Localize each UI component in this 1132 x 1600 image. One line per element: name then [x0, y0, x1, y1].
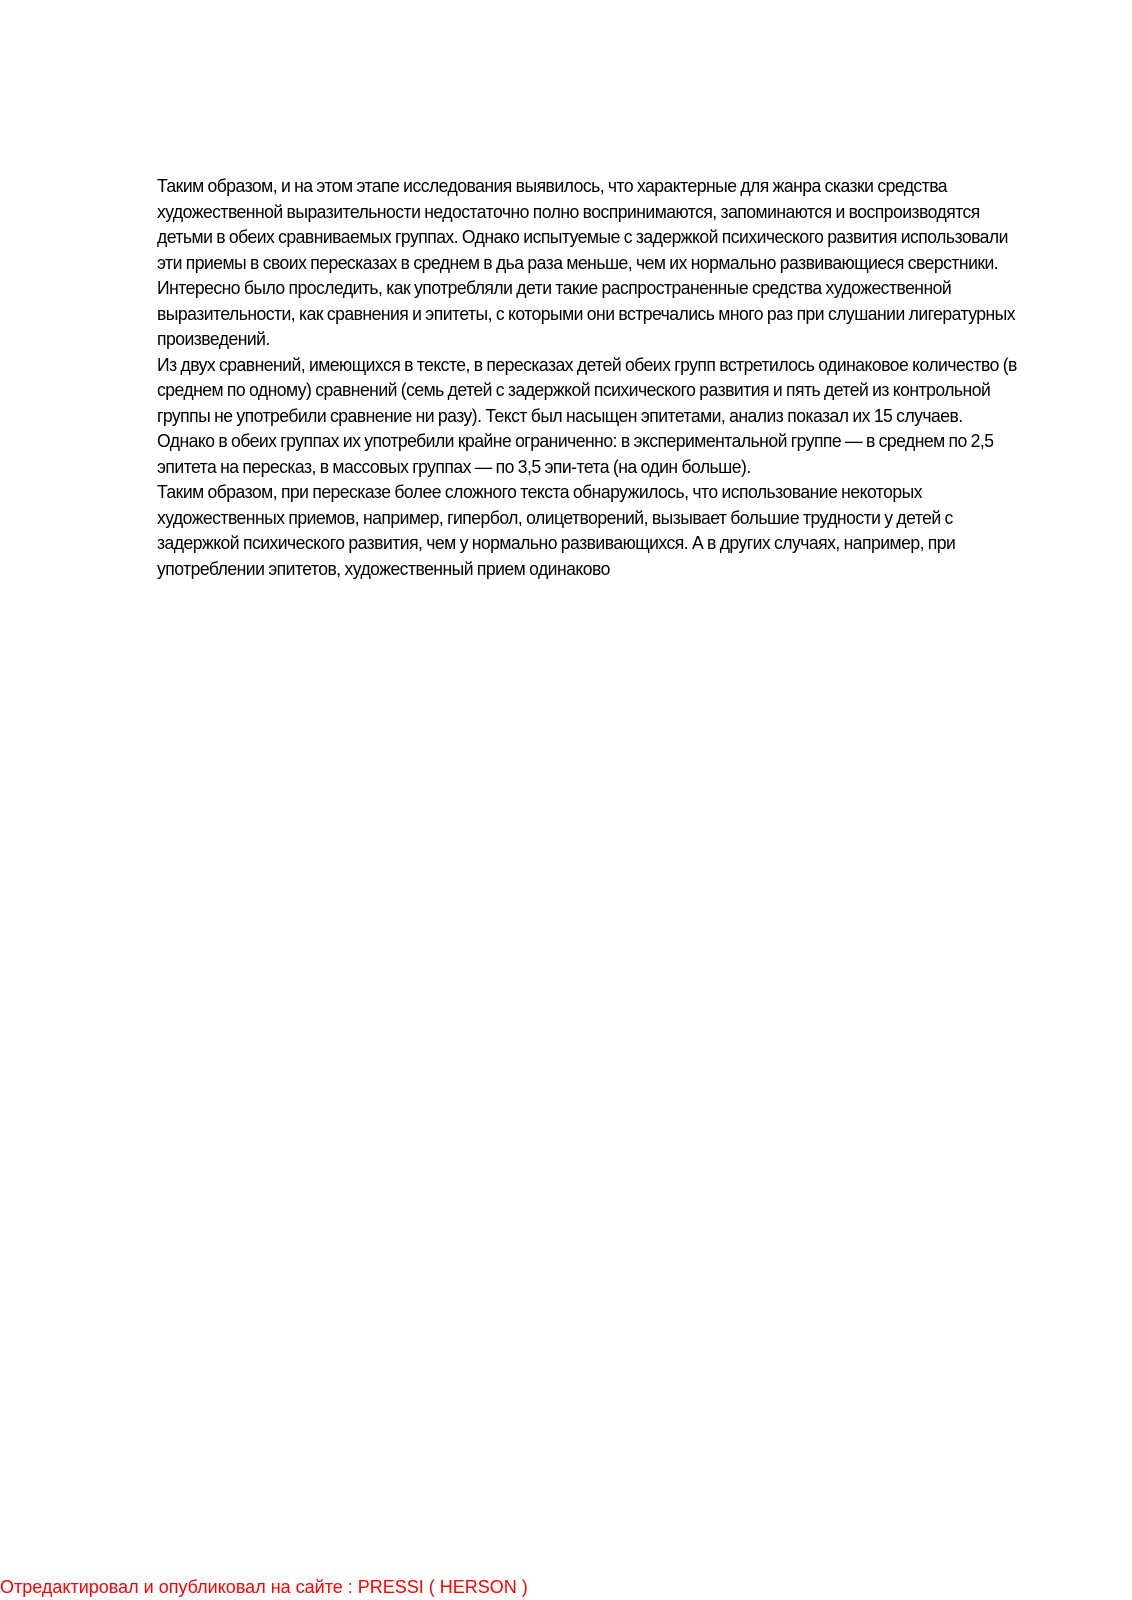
footer-credit: Отредактировал и опубликовал на сайте : PRESSI ( HERSON )	[0, 1577, 528, 1597]
paragraph-3: Из двух сравнений, имеющихся в тексте, в пересказах детей обеих групп встретилось одинаковое количество (в среднем по одному) сравнений (семь детей с задержкой психического развития и пять детей из контрольной группы не употребили сравнение ни разу). Текст был насыщен эпитетами, анализ показал их 15 случаев. Однако в обеих группах их употребили крайне ограниченно: в экспериментальной группе — в среднем по 2,5 эпитета на пересказ, в массовых группах — по 3,5 эпи-тета (на один больше).	[157, 353, 1017, 477]
paragraph-4: Таким образом, при пересказе более сложного текста обнаружилось, что использование некоторых художественных приемов, например, гипербол, олицетворений, вызывает большие трудности у детей с задержкой психического развития, чем у нормально развивающихся. А в других случаях, например, при употреблении эпитетов, художественный прием одинаково	[157, 481, 956, 579]
document-body	[157, 173, 1018, 581]
paragraph-2: Интересно было проследить, как употребляли дети такие распространенные средства художественной выразительности, как сравнения и эпитеты, с которыми они встречались много раз при слушании лигературных произведений.	[157, 277, 1016, 349]
paragraph-1: Таким образом, и на этом этапе исследования выявилось, что характерные для жанра сказки средства художественной выразительности недостаточно полно воспринимаются, запоминаются и воспроизводятся детьми в обеих сравниваемых группах. Однако испытуемые с задержкой психического развития использовали эти приемы в своих пересказах в среднем в дьа раза меньше, чем их нормально развивающиеся сверстники.	[157, 175, 1008, 273]
